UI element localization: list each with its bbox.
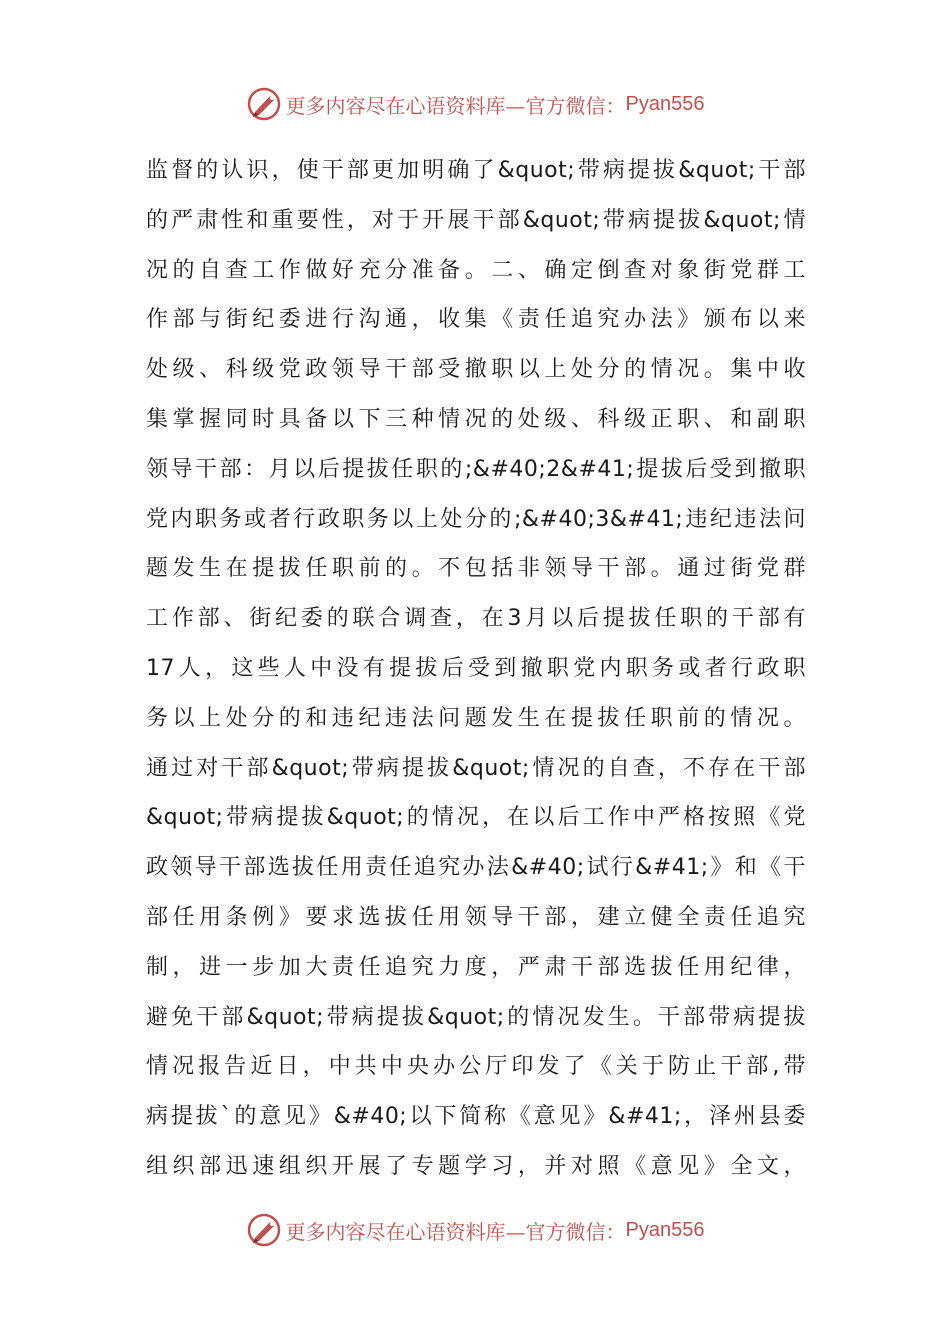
text-line: 处级、科级党政领导干部受撤职以上处分的情况。集中收 [146,357,806,383]
text-line: 领导干部：月以后提拔任职的;&#40;2&#41;提拔后受到撤职 [146,456,806,482]
text-line: 通过对干部&quot;带病提拔&quot;情况的自查，不存在干部 [146,755,806,781]
text-line: 况的自查工作做好充分准备。二、确定倒查对象街党群工 [146,257,806,283]
header-watermark-handle: Pyan556 [625,92,705,115]
header-watermark-text: 更多内容尽在心语资料库—官方微信： [285,93,626,118]
document-body [146,146,806,1192]
pen-logo-icon [246,86,282,122]
footer-watermark-handle: Pyan556 [625,1218,705,1241]
text-line: 制，进一步加大责任追究力度，严肃干部选拔任用纪律， [146,954,806,980]
text-line: 作部与街纪委进行沟通，收集《责任追究办法》颁布以来 [146,307,806,333]
text-line: 工作部、街纪委的联合调查，在3月以后提拔任职的干部有 [146,606,806,632]
text-line: 的严肃性和重要性，对于开展干部&quot;带病提拔&quot;情 [146,207,806,233]
header-watermark [0,84,950,124]
text-line: 政领导干部选拔任用责任追究办法&#40;试行&#41;》和《干 [146,855,806,881]
text-line: 病提拔`的意见》&#40;以下简称《意见》&#41;，泽州县委 [146,1104,806,1130]
text-line: 部任用条例》要求选拔任用领导干部，建立健全责任追究 [146,904,806,930]
pen-logo-icon [246,1212,282,1248]
text-line: 集掌握同时具备以下三种情况的处级、科级正职、和副职 [146,406,806,432]
text-line: 党内职务或者行政职务以上处分的;&#40;3&#41;违纪违法问 [146,506,806,532]
text-line: 题发生在提拔任职前的。不包括非领导干部。通过街党群 [146,556,806,582]
footer-watermark [0,1210,950,1250]
text-line: 情况报告近日，中共中央办公厅印发了《关于防止干部,带 [146,1054,806,1080]
text-line: 务以上处分的和违纪违法问题发生在提拔任职前的情况。 [146,705,806,731]
text-line: 避免干部&quot;带病提拔&quot;的情况发生。干部带病提拔 [146,1004,806,1030]
text-line: 监督的认识，使干部更加明确了&quot;带病提拔&quot;干部 [146,158,806,183]
text-line: 组织部迅速组织开展了专题学习，并对照《意见》全文， [146,1153,806,1179]
text-line: &quot;带病提拔&quot;的情况，在以后工作中严格按照《党 [146,805,806,831]
footer-watermark-text: 更多内容尽在心语资料库—官方微信： [285,1219,626,1244]
text-line: 17人，这些人中没有提拔后受到撤职党内职务或者行政职 [146,655,806,681]
